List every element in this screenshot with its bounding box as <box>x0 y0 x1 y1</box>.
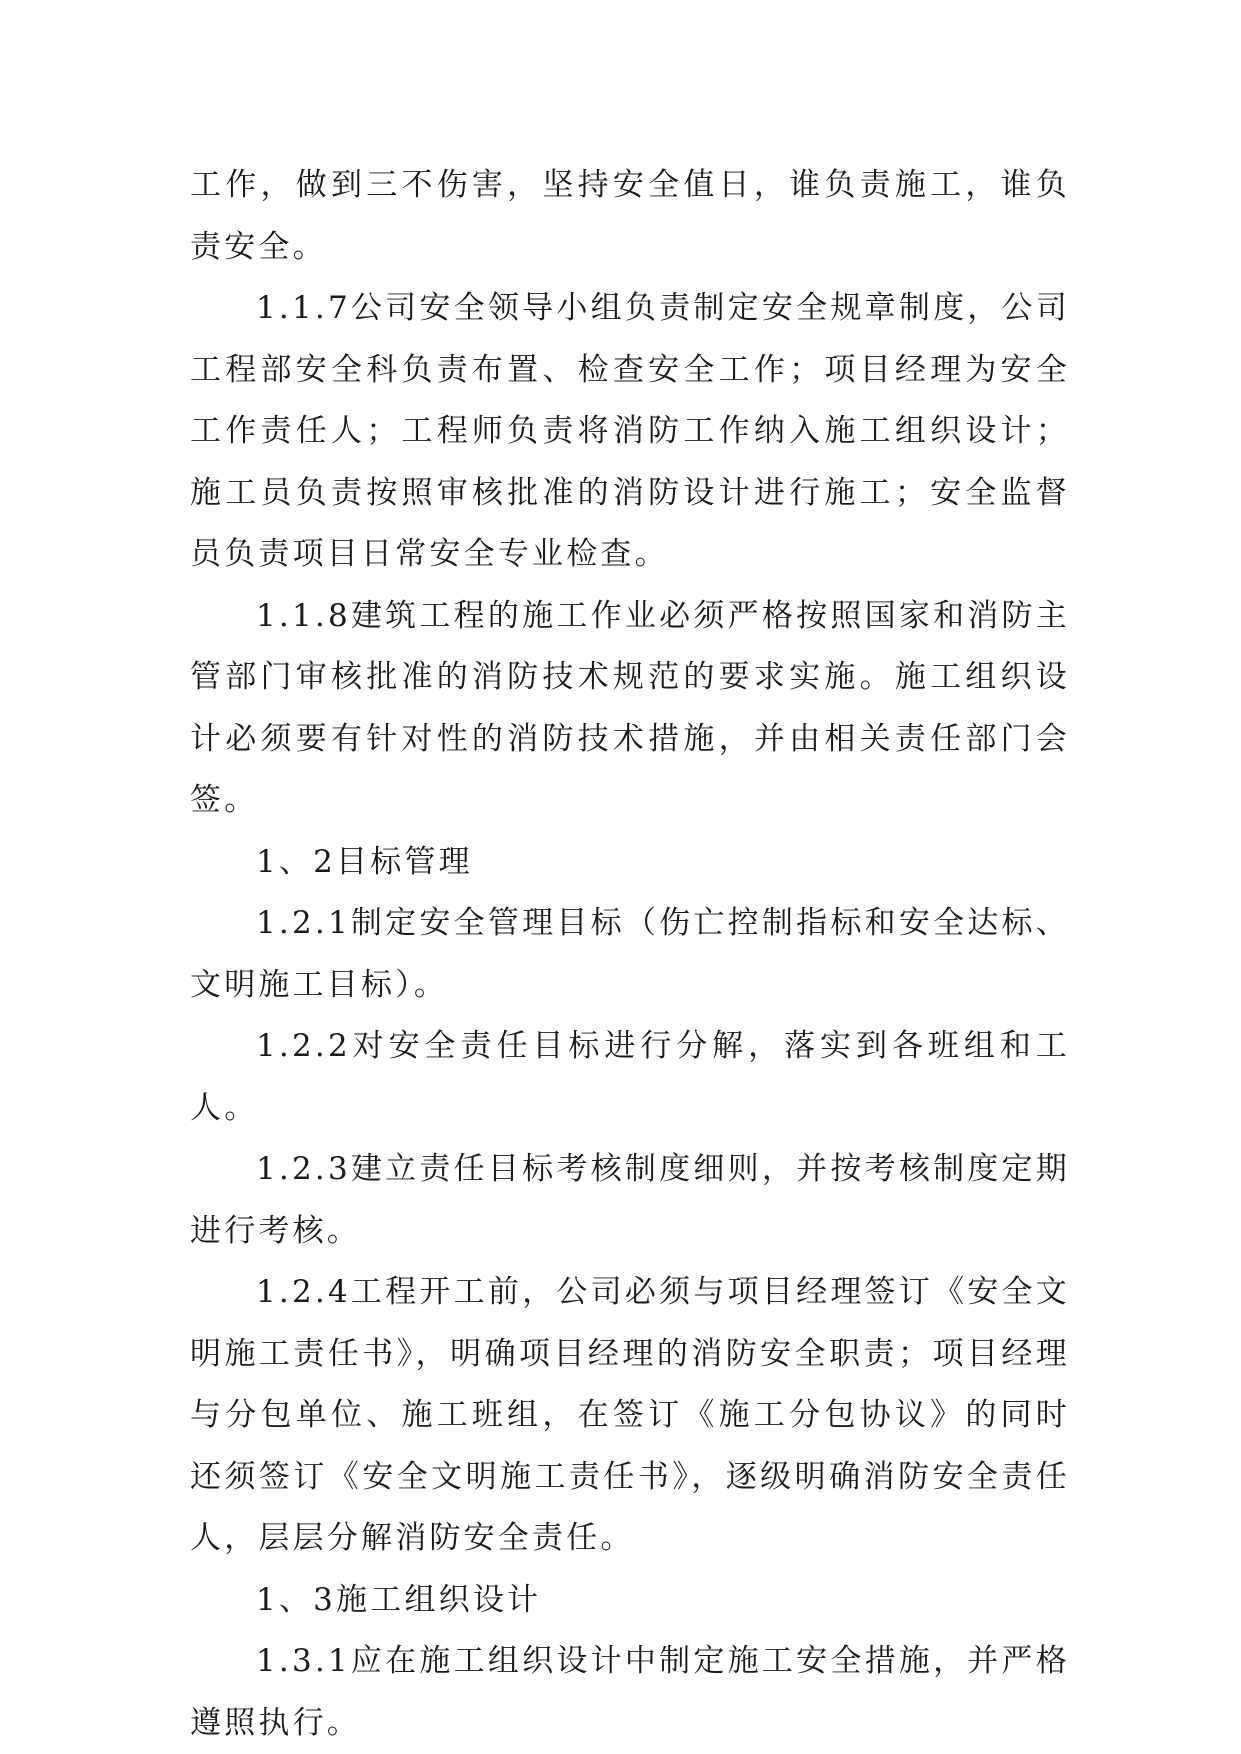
paragraph-1-1-7: 1.1.7公司安全领导小组负责制定安全规章制度，公司工程部安全科负责布置、检查安全工作；项目经理为安全工作责任人；工程师负责将消防工作纳入施工组织设计；施工员负责按照审核批准的消防设计进行施工；安全监督员负责项目日常安全专业检查。 <box>190 290 1070 572</box>
paragraph-1-2-1: 1.2.1制定安全管理目标（伤亡控制指标和安全达标、文明施工目标）。 <box>190 905 1070 1003</box>
paragraph-1-3-1: 1.3.1应在施工组织设计中制定施工安全措施，并严格遵照执行。 <box>190 1643 1070 1741</box>
document-body <box>190 155 1070 1754</box>
paragraph-1-2-2: 1.2.2对安全责任目标进行分解，落实到各班组和工人。 <box>190 1028 1070 1126</box>
paragraph-1-2-3: 1.2.3建立责任目标考核制度细则，并按考核制度定期进行考核。 <box>190 1151 1070 1249</box>
section-heading-1-2: 1、2目标管理 <box>256 843 473 880</box>
paragraph-continuation: 工作，做到三不伤害，坚持安全值日，谁负责施工，谁负责安全。 <box>190 167 1070 265</box>
paragraph-1-2-4: 1.2.4工程开工前，公司必须与项目经理签订《安全文明施工责任书》，明确项目经理的消防安全职责；项目经理与分包单位、施工班组，在签订《施工分包协议》的同时还须签订《安全文明施工责任书》，逐级明确消防安全责任人，层层分解消防安全责任。 <box>190 1274 1070 1556</box>
paragraph-1-1-8: 1.1.8建筑工程的施工作业必须严格按照国家和消防主管部门审核批准的消防技术规范的要求实施。施工组织设计必须要有针对性的消防技术措施，并由相关责任部门会签。 <box>190 597 1070 818</box>
section-heading-1-3: 1、3施工组织设计 <box>256 1581 542 1618</box>
